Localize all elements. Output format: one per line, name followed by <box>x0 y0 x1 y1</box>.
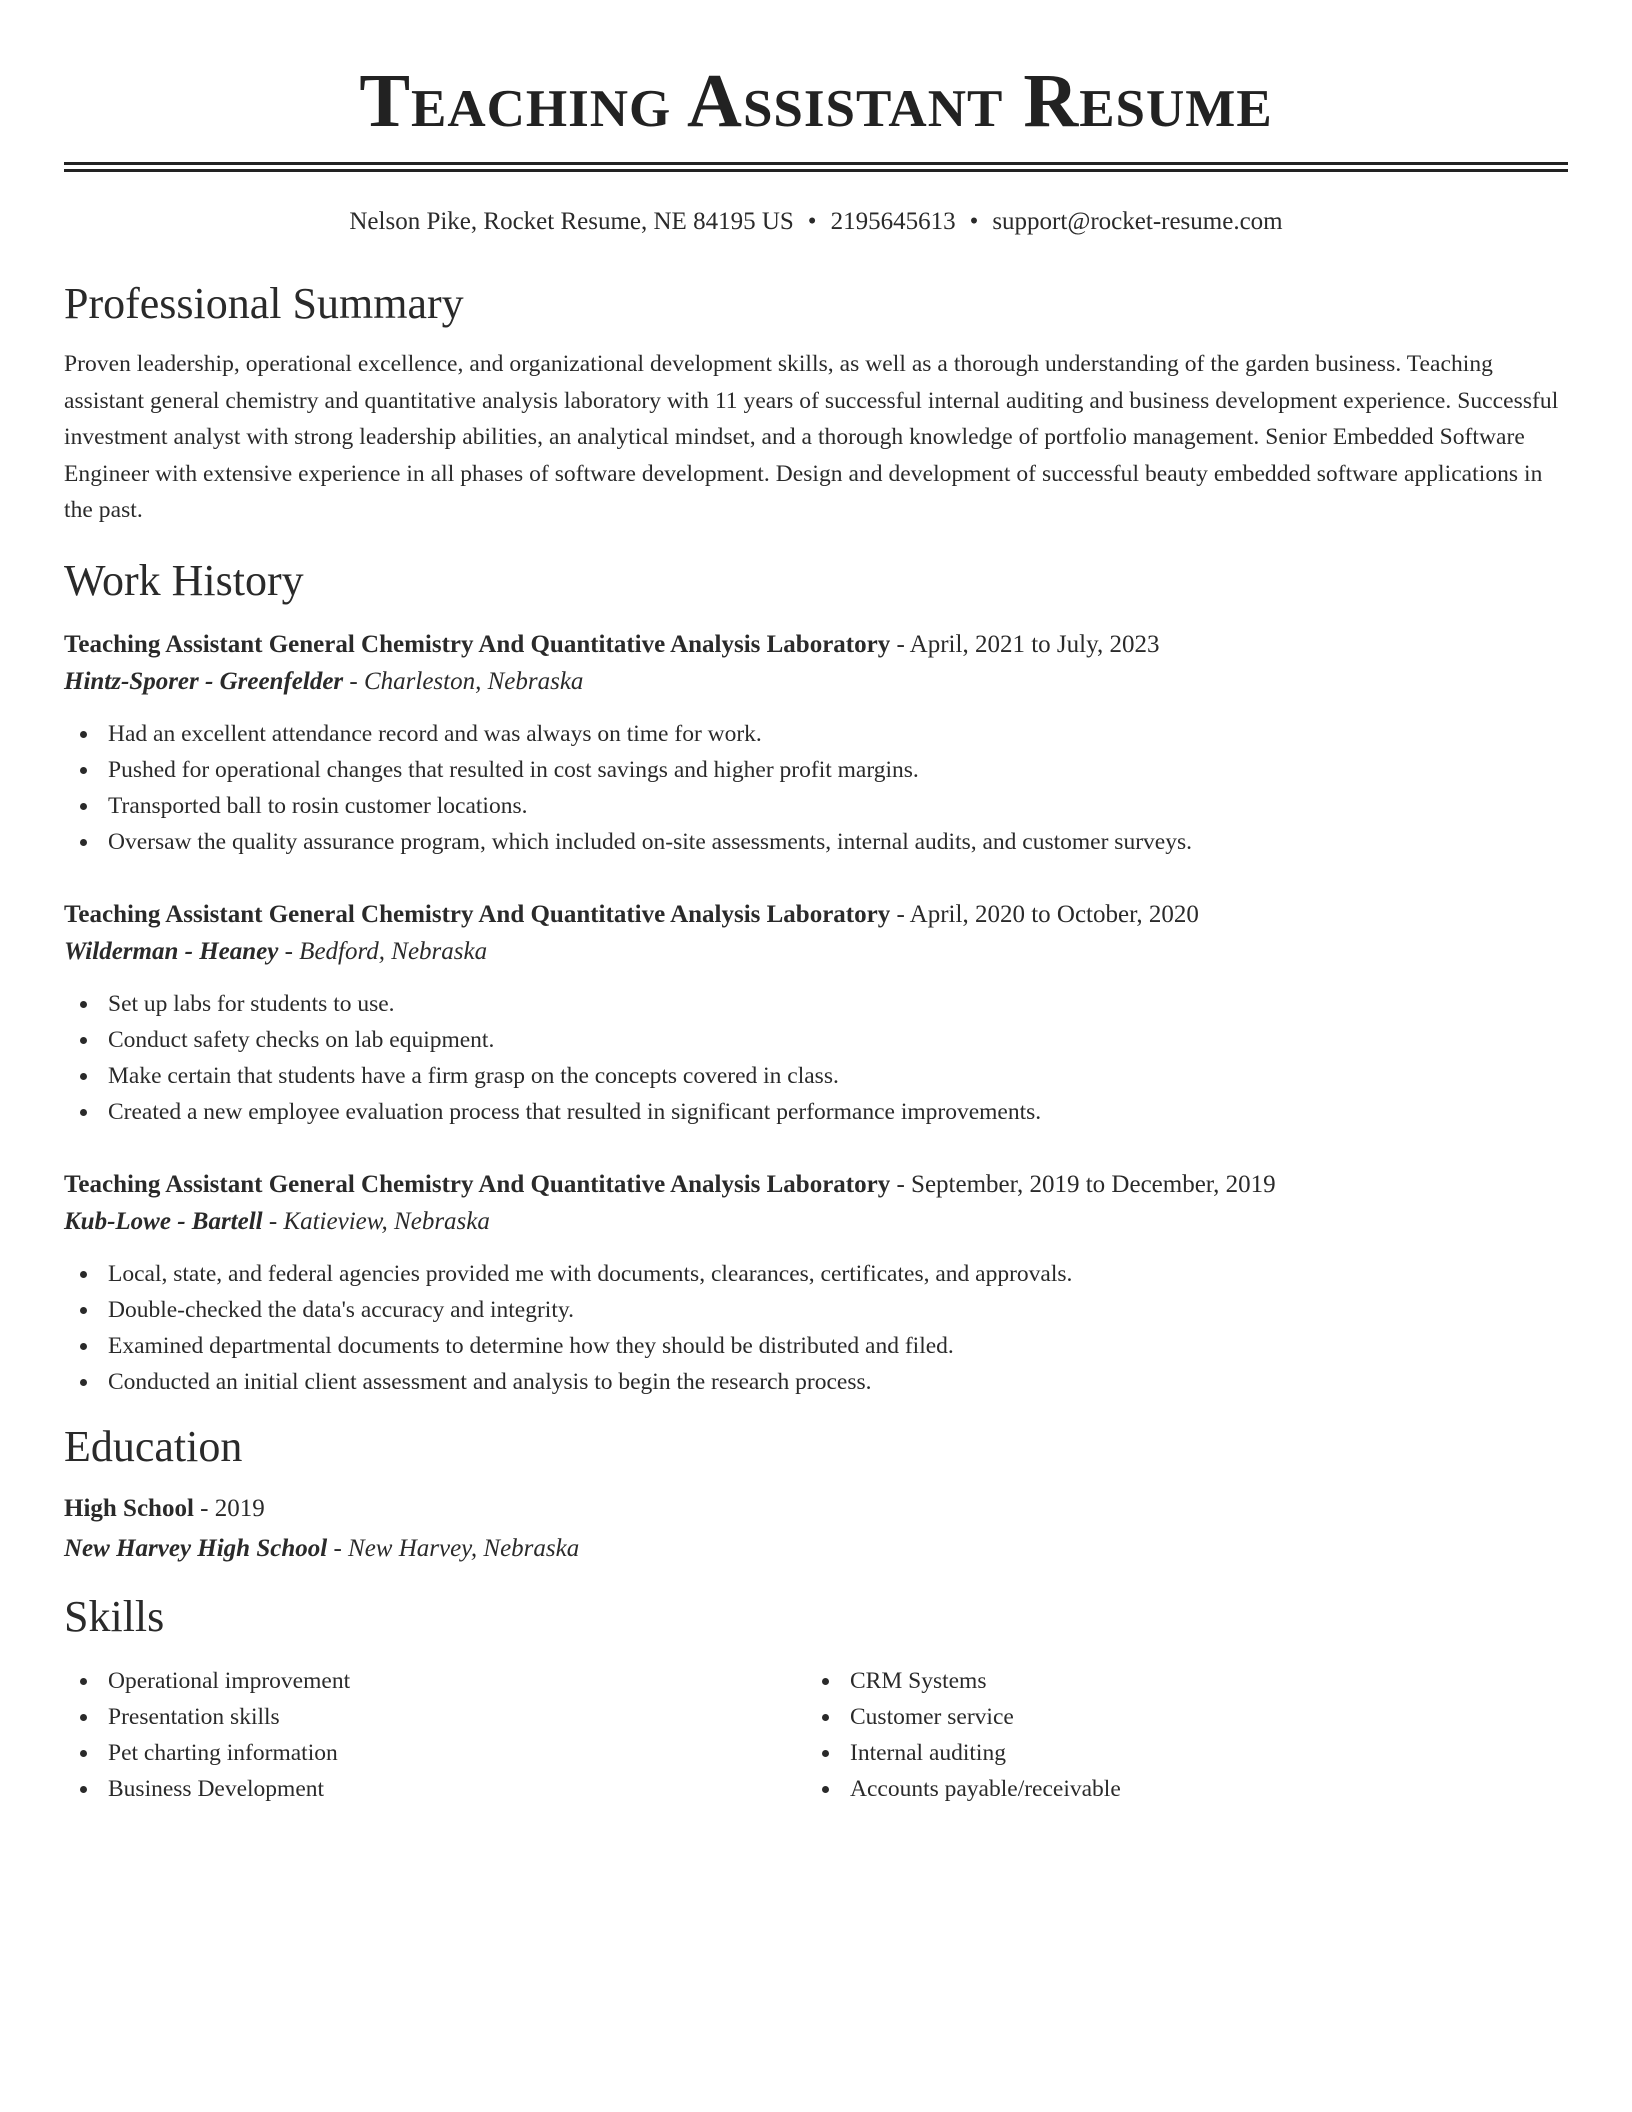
job-duty: Double-checked the data's accuracy and integrity. <box>64 1292 1568 1328</box>
skill-item: Pet charting information <box>64 1735 806 1771</box>
job-duties <box>64 1256 1568 1400</box>
job-entry <box>64 1167 1568 1400</box>
job-duty: Pushed for operational changes that resulted in cost savings and higher profit margins. <box>64 752 1568 788</box>
job-dates: - April, 2021 to July, 2023 <box>890 630 1160 658</box>
job-employer: Wilderman - Heaney <box>64 937 279 965</box>
skills-heading: Skills <box>64 1591 165 1641</box>
job-location: - Katieview, Nebraska <box>262 1207 490 1235</box>
contact-address: Nelson Pike, Rocket Resume, NE 84195 US <box>349 208 794 235</box>
job-company-line <box>64 933 1568 971</box>
skill-item: Internal auditing <box>806 1735 1548 1771</box>
job-duty: Conduct safety checks on lab equipment. <box>64 1022 1568 1058</box>
job-entry <box>64 627 1568 860</box>
title-divider <box>64 162 1568 172</box>
job-duty: Examined departmental documents to determine how they should be distributed and filed. <box>64 1328 1568 1364</box>
job-title: Teaching Assistant General Chemistry And Quantitative Analysis Laboratory <box>64 630 891 658</box>
job-duty: Had an excellent attendance record and was always on time for work. <box>64 716 1568 752</box>
education-school-line <box>64 1529 1568 1569</box>
skills-column-left <box>64 1663 806 1807</box>
job-title: Teaching Assistant General Chemistry And Quantitative Analysis Laboratory <box>64 900 891 928</box>
contact-line <box>64 206 1568 238</box>
job-duty: Set up labs for students to use. <box>64 986 1568 1022</box>
education-header <box>64 1489 1568 1529</box>
skill-item: Business Development <box>64 1771 806 1807</box>
skills-columns <box>64 1663 1568 1807</box>
job-employer: Hintz-Sporer - Greenfelder <box>64 667 344 695</box>
job-duty: Created a new employee evaluation process that resulted in significant performance improvements. <box>64 1094 1568 1130</box>
contact-phone: 2195645613 <box>830 208 956 235</box>
summary-text: Proven leadership, operational excellence, and organizational development skills, as well as a thorough understanding of the garden business. Teaching assistant general chemistry and quantitative analysis laboratory with 11 years of successful internal auditing and business development experience. Successful investment analyst with strong leadership abilities, an analytical mindset, and a thorough knowledge of portfolio management. Senior Embedded Software Engineer with extensive experience in all phases of software development. Design and development of successful beauty embedded software applications in the past. <box>64 351 1559 523</box>
job-dates: - September, 2019 to December, 2019 <box>890 1170 1276 1198</box>
job-location: - Bedford, Nebraska <box>278 937 488 965</box>
job-header <box>64 897 1568 933</box>
work-history-heading: Work History <box>64 555 304 605</box>
skills-list <box>806 1663 1548 1807</box>
job-duties <box>64 986 1568 1130</box>
contact-email: support@rocket-resume.com <box>992 208 1283 235</box>
skill-item: Customer service <box>806 1699 1548 1735</box>
education-year: - 2019 <box>193 1494 265 1522</box>
job-duty: Make certain that students have a firm grasp on the concepts covered in class. <box>64 1058 1568 1094</box>
job-duty: Local, state, and federal agencies provided me with documents, clearances, certificates, and approvals. <box>64 1256 1568 1292</box>
contact-separator: • <box>969 208 979 235</box>
education-heading: Education <box>64 1421 243 1471</box>
summary-heading: Professional Summary <box>64 279 464 328</box>
job-header <box>64 1167 1568 1203</box>
job-duty: Oversaw the quality assurance program, which included on-site assessments, internal audits, and customer surveys. <box>64 824 1568 860</box>
resume-title: Teaching Assistant Resume <box>359 59 1273 143</box>
education-location: - New Harvey, Nebraska <box>327 1534 580 1562</box>
job-duties <box>64 716 1568 860</box>
job-company-line <box>64 663 1568 701</box>
job-company-line <box>64 1203 1568 1241</box>
skill-item: CRM Systems <box>806 1663 1548 1699</box>
job-location: - Charleston, Nebraska <box>343 667 584 695</box>
skill-item: Accounts payable/receivable <box>806 1771 1548 1807</box>
job-employer: Kub-Lowe - Bartell <box>64 1207 263 1235</box>
resume-page <box>64 0 1568 1807</box>
job-title: Teaching Assistant General Chemistry And Quantitative Analysis Laboratory <box>64 1170 891 1198</box>
job-duty: Transported ball to rosin customer locations. <box>64 788 1568 824</box>
education-degree: High School <box>64 1494 194 1522</box>
skill-item: Presentation skills <box>64 1699 806 1735</box>
skill-item: Operational improvement <box>64 1663 806 1699</box>
skills-list <box>64 1663 806 1807</box>
skills-column-right <box>806 1663 1548 1807</box>
job-dates: - April, 2020 to October, 2020 <box>890 900 1199 928</box>
job-duty: Conducted an initial client assessment and analysis to begin the research process. <box>64 1364 1568 1400</box>
education-school: New Harvey High School <box>64 1534 328 1562</box>
job-header <box>64 627 1568 663</box>
contact-separator: • <box>807 208 817 235</box>
job-entry <box>64 897 1568 1130</box>
education-entry <box>64 1489 1568 1569</box>
